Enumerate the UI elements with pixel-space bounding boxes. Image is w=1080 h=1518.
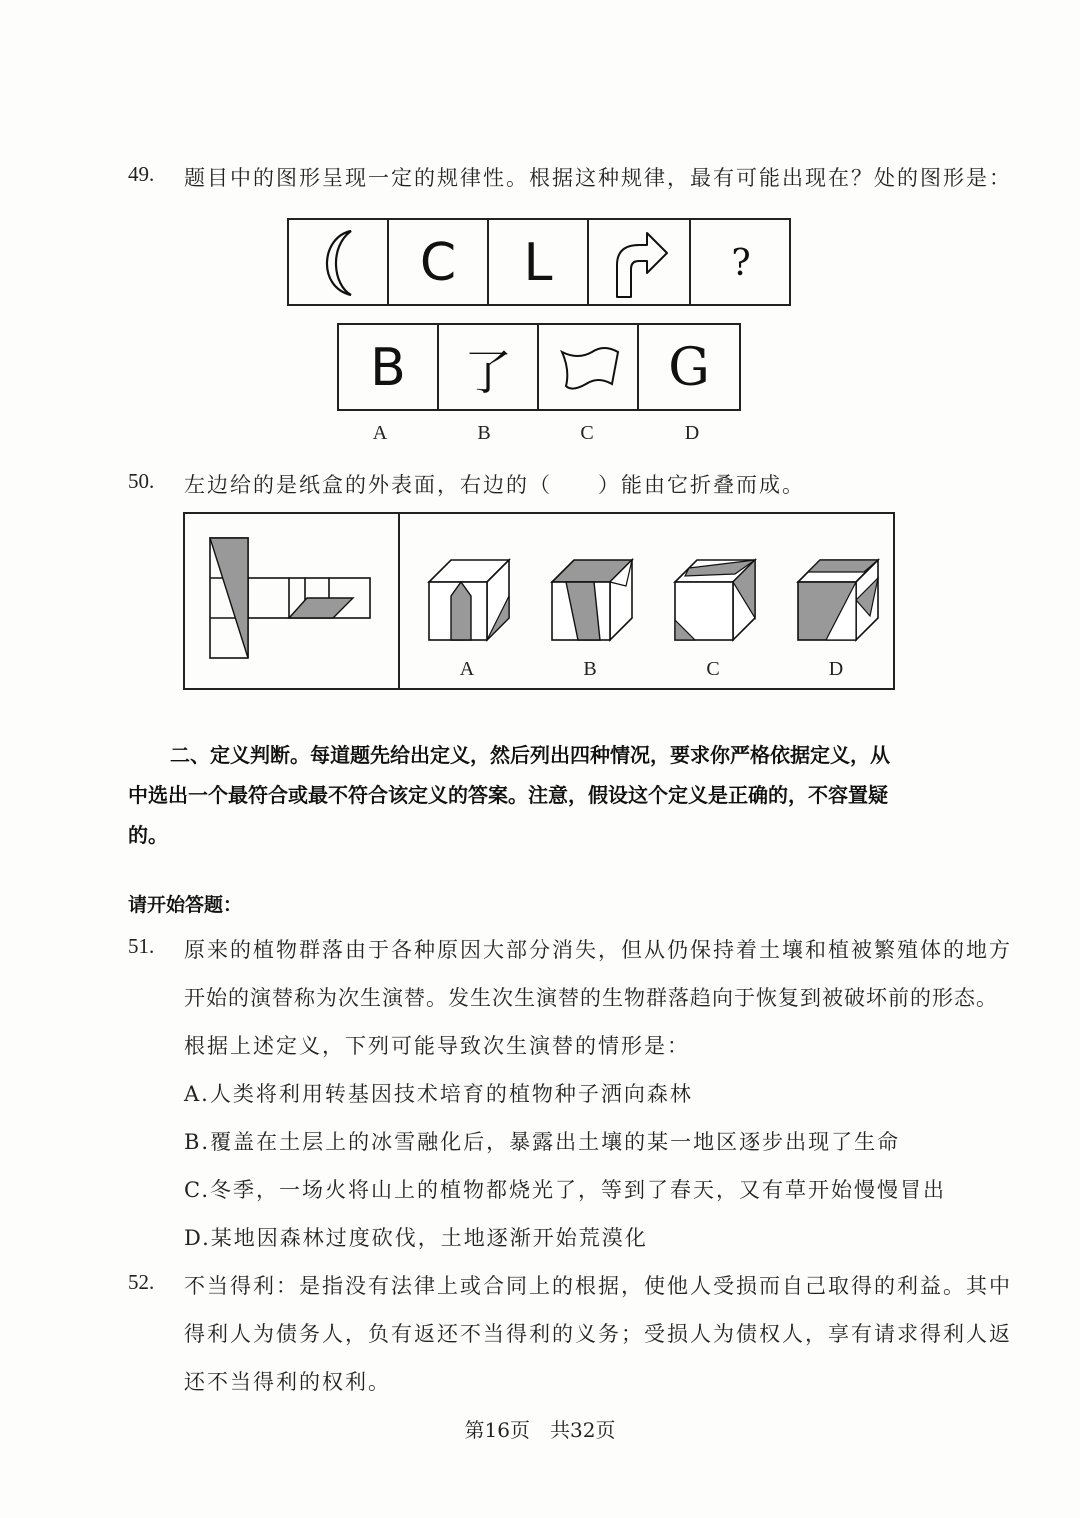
q52-number: 52. bbox=[128, 1270, 155, 1294]
start-prompt: 请开始答题： bbox=[128, 894, 243, 916]
q51-option-a[interactable]: A.人类将利用转基因技术培育的植物种子洒向森林 bbox=[184, 1082, 693, 1106]
q51-line1: 原来的植物群落由于各种原因大部分消失，但从仍保持着土壤和植被繁殖体的地方 bbox=[184, 938, 1012, 962]
q50-divider bbox=[398, 514, 400, 688]
option-b-content: 了 bbox=[463, 344, 512, 401]
q49-seq-4 bbox=[591, 220, 691, 306]
cube-c[interactable] bbox=[671, 556, 759, 646]
q49-label-d: D bbox=[684, 422, 700, 444]
q51-option-b[interactable]: B.覆盖在土层上的冰雪融化后，暴露出土壤的某一地区逐步出现了生命 bbox=[184, 1130, 901, 1154]
q49-sequence-strip bbox=[287, 218, 791, 306]
q49-text: 题目中的图形呈现一定的规律性。根据这种规律，最有可能出现在？处的图形是： bbox=[184, 166, 1012, 190]
q49-option-c[interactable] bbox=[539, 325, 639, 411]
q51-option-c[interactable]: C.冬季，一场火将山上的植物都烧光了，等到了春天，又有草开始慢慢冒出 bbox=[184, 1178, 946, 1202]
turn-right-arrow-icon bbox=[605, 223, 675, 303]
section2-line1: 二、定义判断。每道题先给出定义，然后列出四种情况，要求你严格依据定义，从 bbox=[170, 743, 890, 767]
question-mark: ? bbox=[731, 242, 751, 284]
q51-option-d[interactable]: D.某地因森林过度砍伐，土地逐渐开始荒漠化 bbox=[184, 1226, 648, 1250]
letter-c: C bbox=[419, 233, 457, 293]
q49-label-b: B bbox=[477, 422, 491, 444]
q49-seq-1 bbox=[289, 220, 389, 306]
flag-shape-icon bbox=[548, 338, 628, 398]
q49-option-a[interactable] bbox=[339, 325, 439, 411]
q49-option-b[interactable] bbox=[439, 325, 539, 411]
cube-b[interactable] bbox=[548, 556, 636, 646]
page-footer: 第16页 共32页 bbox=[464, 1418, 616, 1442]
q50-number: 50. bbox=[128, 469, 155, 493]
option-d-content: G bbox=[668, 338, 710, 398]
q52-line3: 还不当得利的权利。 bbox=[184, 1370, 391, 1394]
q49-options-strip bbox=[337, 323, 741, 411]
q50-label-a: A bbox=[459, 658, 475, 680]
q50-label-c: C bbox=[706, 658, 720, 680]
q50-label-d: D bbox=[828, 658, 844, 680]
q50-figure-box bbox=[183, 512, 895, 690]
section2-line3: 的。 bbox=[128, 823, 168, 847]
cube-a[interactable] bbox=[425, 556, 513, 646]
crescent-moon-icon bbox=[303, 223, 373, 303]
q49-option-d[interactable] bbox=[639, 325, 739, 411]
q49-label-a: A bbox=[372, 422, 388, 444]
letter-l: L bbox=[523, 233, 553, 293]
paper-box-net bbox=[205, 534, 375, 664]
q49-seq-2 bbox=[389, 220, 489, 306]
q49-label-c: C bbox=[580, 422, 594, 444]
option-a-content: B bbox=[370, 338, 406, 398]
cube-d[interactable] bbox=[794, 556, 882, 646]
q51-line2: 开始的演替称为次生演替。发生次生演替的生物群落趋向于恢复到被破坏前的形态。 bbox=[184, 986, 998, 1010]
q52-line2: 得利人为债务人，负有返还不当得利的义务；受损人为债权人，享有请求得利人返 bbox=[184, 1322, 1012, 1346]
q52-line1: 不当得利：是指没有法律上或合同上的根据，使他人受损而自己取得的利益。其中 bbox=[184, 1274, 1012, 1298]
q49-seq-3 bbox=[489, 220, 589, 306]
q50-text: 左边给的是纸盒的外表面，右边的（ ）能由它折叠而成。 bbox=[184, 473, 805, 497]
q49-seq-5 bbox=[691, 220, 791, 306]
q51-number: 51. bbox=[128, 934, 155, 958]
q50-label-b: B bbox=[583, 658, 597, 680]
section2-line2: 中选出一个最符合或最不符合该定义的答案。注意，假设这个定义是正确的，不容置疑 bbox=[128, 783, 888, 807]
q51-line3: 根据上述定义，下列可能导致次生演替的情形是： bbox=[184, 1034, 690, 1058]
q49-number: 49. bbox=[128, 162, 155, 186]
